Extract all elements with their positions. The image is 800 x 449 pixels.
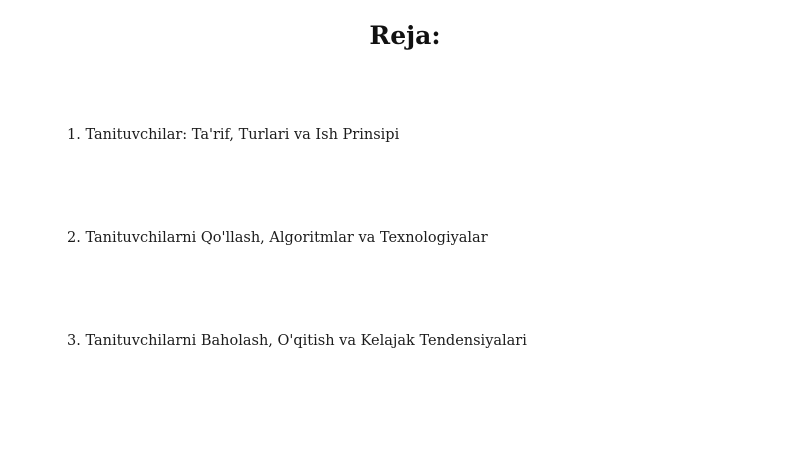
slide-title: Reja: [369,21,441,50]
plan-item-3: 3. Tanituvchilarni Baholash, O'qitish va Kelajak Tendensiyalari [67,333,527,349]
plan-item-1: 1. Tanituvchilar: Ta'rif, Turlari va Ish Prinsipi [67,127,400,143]
plan-item-2: 2. Tanituvchilarni Qo'llash, Algoritmlar va Texnologiyalar [67,230,488,246]
